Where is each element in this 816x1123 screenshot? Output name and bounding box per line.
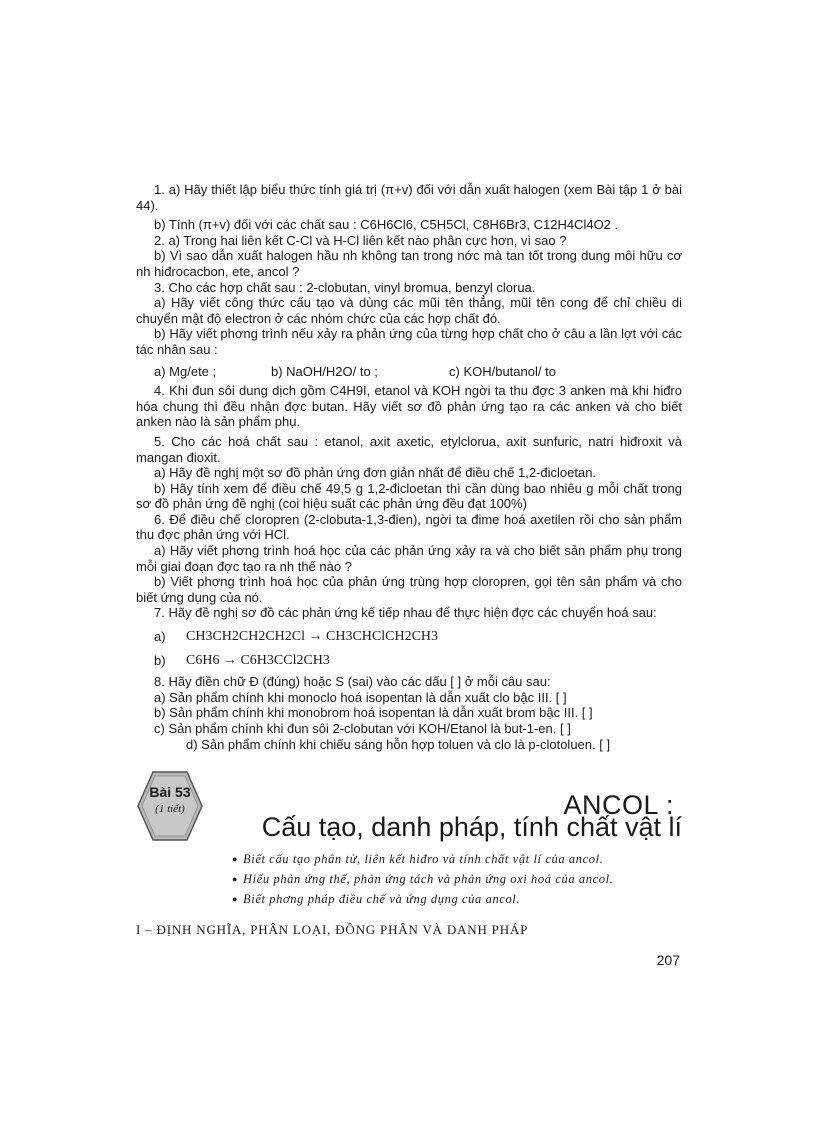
lesson-duration: (1 tiết) (155, 803, 185, 815)
exercise-6a: a) Hãy viết phơng trình hoá học của các phản ứng xảy ra và cho biết sản phẩm phụ trong mỗi giai đoạn đợc tạo ra nh thế nào ? (136, 543, 682, 574)
lesson-header (136, 770, 682, 850)
exercise-3b: b) Hãy viết phơng trình nếu xảy ra phản ứng của từng hợp chất cho ở câu a lần lợt với các tác nhân sau : (136, 326, 682, 357)
exercise-2a: 2. a) Trong hai liên kết C-Cl và H-Cl liên kết nào phân cực hơn, vì sao ? (154, 232, 567, 248)
objective-item: ● Biết cấu tạo phân tử, liên kết hiđro và tính chất vật lí của ancol. (232, 850, 613, 870)
exercise-2b: b) Vì sao dẫn xuất halogen hầu nh không tan trong nớc mà tan tốt trong dung môi hữu cơ nh hiđrocacbon, ete, ancol ? (136, 248, 682, 279)
lesson-title-sub: Cấu tạo, danh pháp, tính chất vật lí (261, 812, 682, 842)
reagent-c: c) KOH/butanol/ to (449, 363, 556, 379)
exercise-5a: a) Hãy đề nghị một sơ đồ phản ứng đơn giản nhất để điều chế 1,2-đicloetan. (154, 465, 597, 481)
exercise-list (136, 182, 682, 752)
section-heading: I – ĐỊNH NGHĨA, PHÂN LOẠI, ĐỒNG PHÂN VÀ DANH PHÁP (136, 922, 529, 937)
reagent-a: a) Mg/ete ; (154, 363, 217, 379)
conversion-a-label: a) (154, 629, 166, 645)
exercise-1a: 1. a) Hãy thiết lập biểu thức tính giá trị (π+v) đối với dẫn xuất halogen (xem Bài tập 1 ở bài 44). (136, 182, 682, 213)
exercise-8a: a) Sản phẩm chính khi monoclo hoá isopentan là dẫn xuất clo bậc III. [ ] (154, 689, 567, 705)
conversion-b-equation: C6H6 → C6H3CCl2CH3 (186, 652, 330, 668)
conversion-b (136, 653, 682, 669)
exercise-3: 3. Cho các hợp chất sau : 2-clobutan, vinyl bromua, benzyl clorua. (154, 279, 536, 295)
exercise-4: 4. Khi đun sôi dung dịch gồm C4H9I, etanol và KOH ngời ta thu đợc 3 anken mà khi hiđro hóa chung thì đều nhận đợc butan. Hãy viết sơ đồ phản ứng tạo ra các anken và cho biết anken nào là sản phẩm phụ. (136, 383, 682, 430)
lesson-badge (136, 770, 204, 842)
page-number: 207 (656, 952, 680, 968)
objective-item: ● Biết phơng pháp điều chế và ứng dụng của ancol. (232, 890, 613, 910)
exercise-5b: b) Hãy tính xem để điều chế 49,5 g 1,2-đicloetan thì cần dùng bao nhiêu g mỗi chất trong sơ đồ phản ứng đề nghị (coi hiệu suất các phản ứng đều đạt 100%) (136, 480, 682, 512)
exercise-6: 6. Để điều chế cloropren (2-clobuta-1,3-đien), ngời ta đime hoá axetilen rồi cho sản phẩm thu đợc phản ứng với HCl. (136, 511, 682, 543)
conversion-b-label: b) (154, 652, 166, 668)
exercise-5: 5. Cho các hoá chất sau : etanol, axit axetic, etylclorua, axit sunfuric, natri hiđroxit và mangan đioxit. (136, 433, 682, 465)
exercise-7: 7. Hãy đề nghị sơ đồ các phản ứng kế tiếp nhau để thực hiện đợc các chuyển hoá sau: (154, 605, 657, 621)
exercise-8: 8. Hãy điền chữ Đ (đúng) hoặc S (sai) vào các dấu [ ] ở mỗi câu sau: (154, 674, 551, 690)
conversion-a (136, 629, 682, 645)
lesson-title-main: ANCOL : (563, 790, 674, 820)
exercise-8d: d) Sản phẩm chính khi chiếu sáng hỗn hợp toluen và clo là p-clotoluen. [ ] (186, 736, 611, 752)
exercise-6b: b) Viết phơng trình hoá học của phản ứng trùng hợp cloropren, gọi tên sản phẩm và cho biết ứng dụng của nó. (136, 574, 682, 605)
conversion-a-equation: CH3CH2CH2CH2Cl → CH3CHClCH2CH3 (186, 629, 439, 645)
reagent-b: b) NaOH/H2O/ to ; (271, 363, 378, 379)
exercise-3a: a) Hãy viết công thức cấu tạo và dùng các mũi tên thẳng, mũi tên cong để chỉ chiều di chuyển mật độ electron ở các nhóm chức của các hợp chất đó. (136, 295, 682, 326)
exercise-3-reagents (136, 364, 682, 380)
lesson-number: Bài 53 (149, 784, 191, 800)
exercise-8b: b) Sản phẩm chính khi monobrom hoá isopentan là dẫn xuất brom bậc III. [ ] (154, 705, 593, 721)
exercise-8c: c) Sản phẩm chính khi đun sôi 2-clobutan với KOH/Etanol là but-1-en. [ ] (154, 721, 571, 736)
exercise-1b: b) Tính (π+v) đối với các chất sau : C6H6Cl6, C5H5Cl, C8H6Br3, C12H4Cl4O2 . (154, 217, 619, 233)
lesson-objectives (232, 850, 613, 910)
objective-item: ● Hiểu phản ứng thế, phản ứng tách và phản ứng oxi hoá của ancol. (232, 870, 613, 890)
